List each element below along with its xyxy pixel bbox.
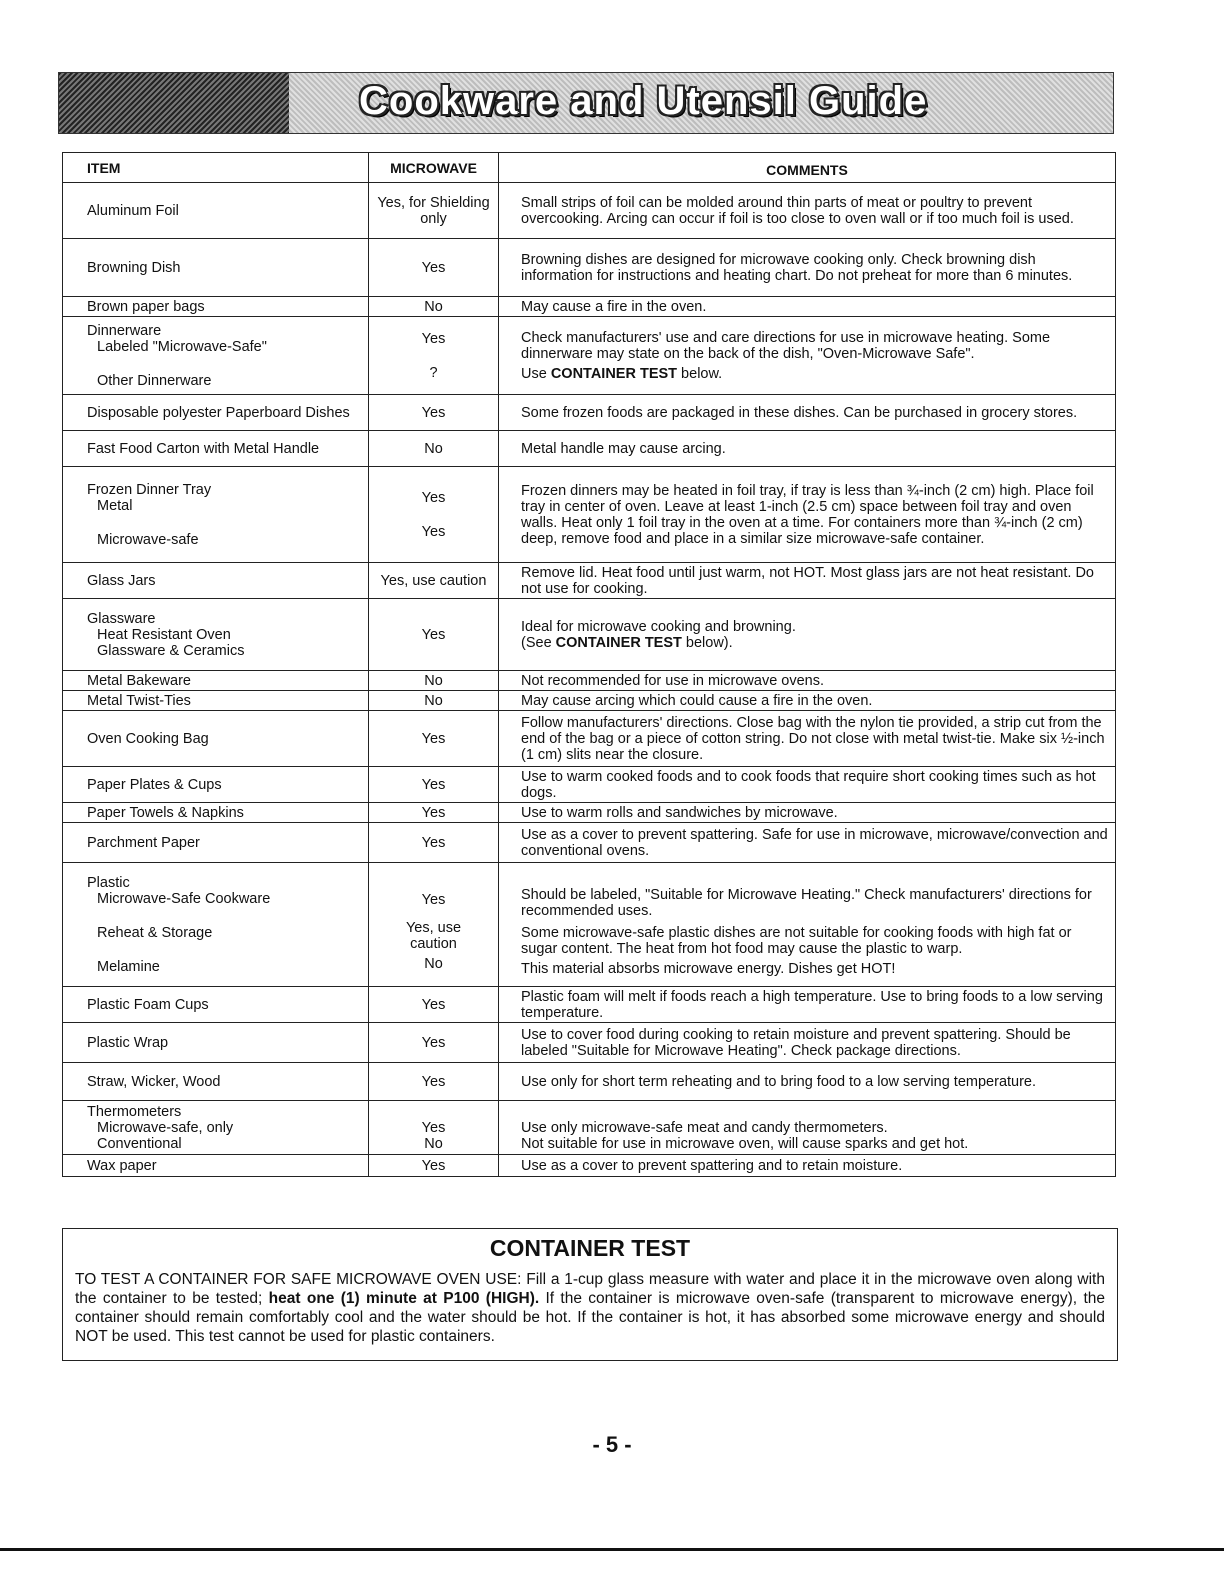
item-cell: Fast Food Carton with Metal Handle [63,431,369,467]
table-row [63,317,1116,395]
microwave-cell: Yes [369,711,499,767]
comment-cell: Metal handle may cause arcing. [499,431,1116,467]
table-row [63,691,1116,711]
comment-cell: Some frozen foods are packaged in these dishes. Can be purchased in grocery stores. [499,395,1116,431]
item-sub-label: Metal [97,497,133,514]
container-test-text: TO TEST A CONTAINER FOR SAFE MICROWAVE OVEN USE: Fill a 1-cup glass measure with water and place it in the microwave oven along with the container to be tested; heat one (1) minute at P100 (HIGH). If the container is microwave oven-safe (transparent to microwave energy), the container should remain comfortably cool and the water should be hot. If the container is hot, it has absorbed some microwave energy and should NOT be used. This test cannot be used for plastic containers. [75,1271,1105,1345]
item-label: Dinnerware [87,322,162,339]
item-label: Glassware [87,610,156,627]
item-sub-label: Conventional [97,1135,182,1152]
microwave-cell: Yes, use caution [369,563,499,599]
title-banner [58,72,1114,134]
item-cell: Parchment Paper [63,823,369,863]
item-sub-label: Other Dinnerware [97,372,212,389]
comment-cell: Small strips of foil can be molded around thin parts of meat or poultry to prevent overcooking. Arcing can occur if foil is too close to oven wall or if too much foil is used. [499,183,1116,239]
table-row [63,183,1116,239]
item-cell [63,317,369,395]
item-cell [63,599,369,671]
bottom-divider [0,1548,1224,1551]
item-cell: Plastic Wrap [63,1023,369,1063]
table-row [63,599,1116,671]
comment-cell: Use as a cover to prevent spattering and to retain moisture. [499,1155,1116,1177]
table-row [63,803,1116,823]
item-cell: Metal Bakeware [63,671,369,691]
table-row [63,767,1116,803]
item-cell: Aluminum Foil [63,183,369,239]
microwave-value: Yes, use caution [405,919,462,952]
comment-cell [499,317,1116,395]
comment-cell: Frozen dinners may be heated in foil tray, if tray is less than ¾-inch (2 cm) high. Place foil tray in center of oven. Leave at least 1-inch (2.5 cm) space between foil tray and oven walls. Heat only 1 foil tray in the oven at a time. For containers more than ¾-inch (2 cm) deep, remove food and place in a similar size microwave-safe container. [499,467,1116,563]
item-cell [63,863,369,987]
microwave-cell: Yes, for Shielding only [369,183,499,239]
comment-text: Use only microwave-safe meat and candy thermometers. [521,1119,888,1136]
microwave-cell: Yes [369,1063,499,1101]
table-row [63,711,1116,767]
microwave-cell: Yes [369,803,499,823]
item-sub-label: Melamine [97,958,160,975]
item-cell: Browning Dish [63,239,369,297]
comment-cell: Use to warm cooked foods and to cook foods that require short cooking times such as hot dogs. [499,767,1116,803]
microwave-cell: No [369,671,499,691]
table-row [63,467,1116,563]
comment-cell: Use to cover food during cooking to retain moisture and prevent spattering. Should be labeled "Suitable for Microwave Heating". Check package directions. [499,1023,1116,1063]
microwave-cell: Yes [369,395,499,431]
comment-text: Should be labeled, "Suitable for Microwave Heating." Check manufacturers' directions for recommended uses. [521,886,1092,919]
microwave-value: Yes [421,523,446,540]
comment-text: This material absorbs microwave energy. Dishes get HOT! [521,960,896,977]
item-cell [63,467,369,563]
header-comments: COMMENTS [499,153,1116,183]
microwave-cell: Yes [369,599,499,671]
comment-text: Ideal for microwave cooking and browning. [521,618,796,635]
table-row [63,431,1116,467]
comment-text: Use CONTAINER TEST below. [521,365,723,382]
microwave-cell [369,467,499,563]
table-row [63,987,1116,1023]
table-row [63,297,1116,317]
header-microwave: MICROWAVE [369,153,499,183]
microwave-value: No [424,955,443,972]
microwave-cell: Yes [369,767,499,803]
microwave-cell [369,863,499,987]
item-label: Thermometers [87,1103,182,1120]
item-label: Plastic [87,874,130,891]
item-sub-label: Microwave-safe, only [97,1119,234,1136]
table-row [63,863,1116,987]
table-row [63,395,1116,431]
comment-cell: Use to warm rolls and sandwiches by microwave. [499,803,1116,823]
microwave-cell: Yes [369,823,499,863]
microwave-cell: No [369,691,499,711]
table-row [63,1155,1116,1177]
item-cell: Disposable polyester Paperboard Dishes [63,395,369,431]
comment-cell: Remove lid. Heat food until just warm, not HOT. Most glass jars are not heat resistant. Do not use for cooking. [499,563,1116,599]
microwave-value: Yes [421,330,446,347]
table-row [63,823,1116,863]
item-sub-label: Labeled "Microwave-Safe" [97,338,267,355]
table-row [63,563,1116,599]
microwave-value: ? [429,364,438,381]
comment-cell: Plastic foam will melt if foods reach a high temperature. Use to bring foods to a low serving temperature. [499,987,1116,1023]
comment-text: Not suitable for use in microwave oven, will cause sparks and get hot. [521,1135,969,1152]
item-sub-label: Reheat & Storage [97,924,213,941]
microwave-cell: Yes [369,1023,499,1063]
comment-cell: Use as a cover to prevent spattering. Safe for use in microwave, microwave/convection and conventional ovens. [499,823,1116,863]
comment-cell: May cause a fire in the oven. [499,297,1116,317]
item-cell: Plastic Foam Cups [63,987,369,1023]
comment-cell: Use only for short term reheating and to bring food to a low serving temperature. [499,1063,1116,1101]
header-item: ITEM [63,153,369,183]
table-row [63,1101,1116,1155]
microwave-cell: No [369,431,499,467]
page-number: - 5 - [592,1432,632,1457]
table-row [63,239,1116,297]
comment-text: Check manufacturers' use and care directions for use in microwave heating. Some dinnerware may state on the back of the dish, "Oven-Microwave Safe". [521,329,1051,362]
microwave-cell [369,1101,499,1155]
table-header-row [63,153,1116,183]
comment-cell: May cause arcing which could cause a fire in the oven. [499,691,1116,711]
microwave-cell: Yes [369,239,499,297]
table-row [63,1023,1116,1063]
microwave-value: No [424,1135,443,1152]
comment-text: (See CONTAINER TEST below). [521,634,733,651]
item-sub-label: Heat Resistant Oven Glassware & Ceramics [97,626,245,659]
item-cell: Metal Twist-Ties [63,691,369,711]
table-row [63,671,1116,691]
item-sub-label: Microwave-Safe Cookware [97,890,271,907]
comment-cell [499,599,1116,671]
comment-text: Some microwave-safe plastic dishes are not suitable for cooking foods with high fat or sugar content. The heat from hot food may cause the plastic to warp. [521,924,1072,957]
microwave-cell: Yes [369,987,499,1023]
item-cell: Paper Plates & Cups [63,767,369,803]
comment-cell [499,863,1116,987]
item-cell: Glass Jars [63,563,369,599]
container-test-box [62,1228,1118,1361]
comment-cell [499,1101,1116,1155]
microwave-cell: No [369,297,499,317]
item-cell: Oven Cooking Bag [63,711,369,767]
item-cell: Wax paper [63,1155,369,1177]
comment-cell: Browning dishes are designed for microwave cooking only. Check browning dish information for instructions and heating chart. Do not preheat for more than 6 minutes. [499,239,1116,297]
item-label: Frozen Dinner Tray [87,481,212,498]
item-cell [63,1101,369,1155]
microwave-value: Yes [421,489,446,506]
page-title: Cookware and Utensil Guide [359,79,928,123]
comment-cell: Not recommended for use in microwave ovens. [499,671,1116,691]
microwave-value: Yes [421,891,446,908]
item-cell: Brown paper bags [63,297,369,317]
cookware-guide-table [62,152,1116,1177]
microwave-cell: Yes [369,1155,499,1177]
microwave-cell [369,317,499,395]
comment-cell: Follow manufacturers' directions. Close bag with the nylon tie provided, a strip cut from the end of the bag or a piece of cotton string. Do not close with metal twist-tie. Make six ½-inch (1 cm) slits near the closure. [499,711,1116,767]
table-row [63,1063,1116,1101]
item-cell: Straw, Wicker, Wood [63,1063,369,1101]
microwave-value: Yes [421,1119,446,1136]
item-cell: Paper Towels & Napkins [63,803,369,823]
item-sub-label: Microwave-safe [97,531,199,548]
container-test-title: CONTAINER TEST [489,1235,691,1261]
